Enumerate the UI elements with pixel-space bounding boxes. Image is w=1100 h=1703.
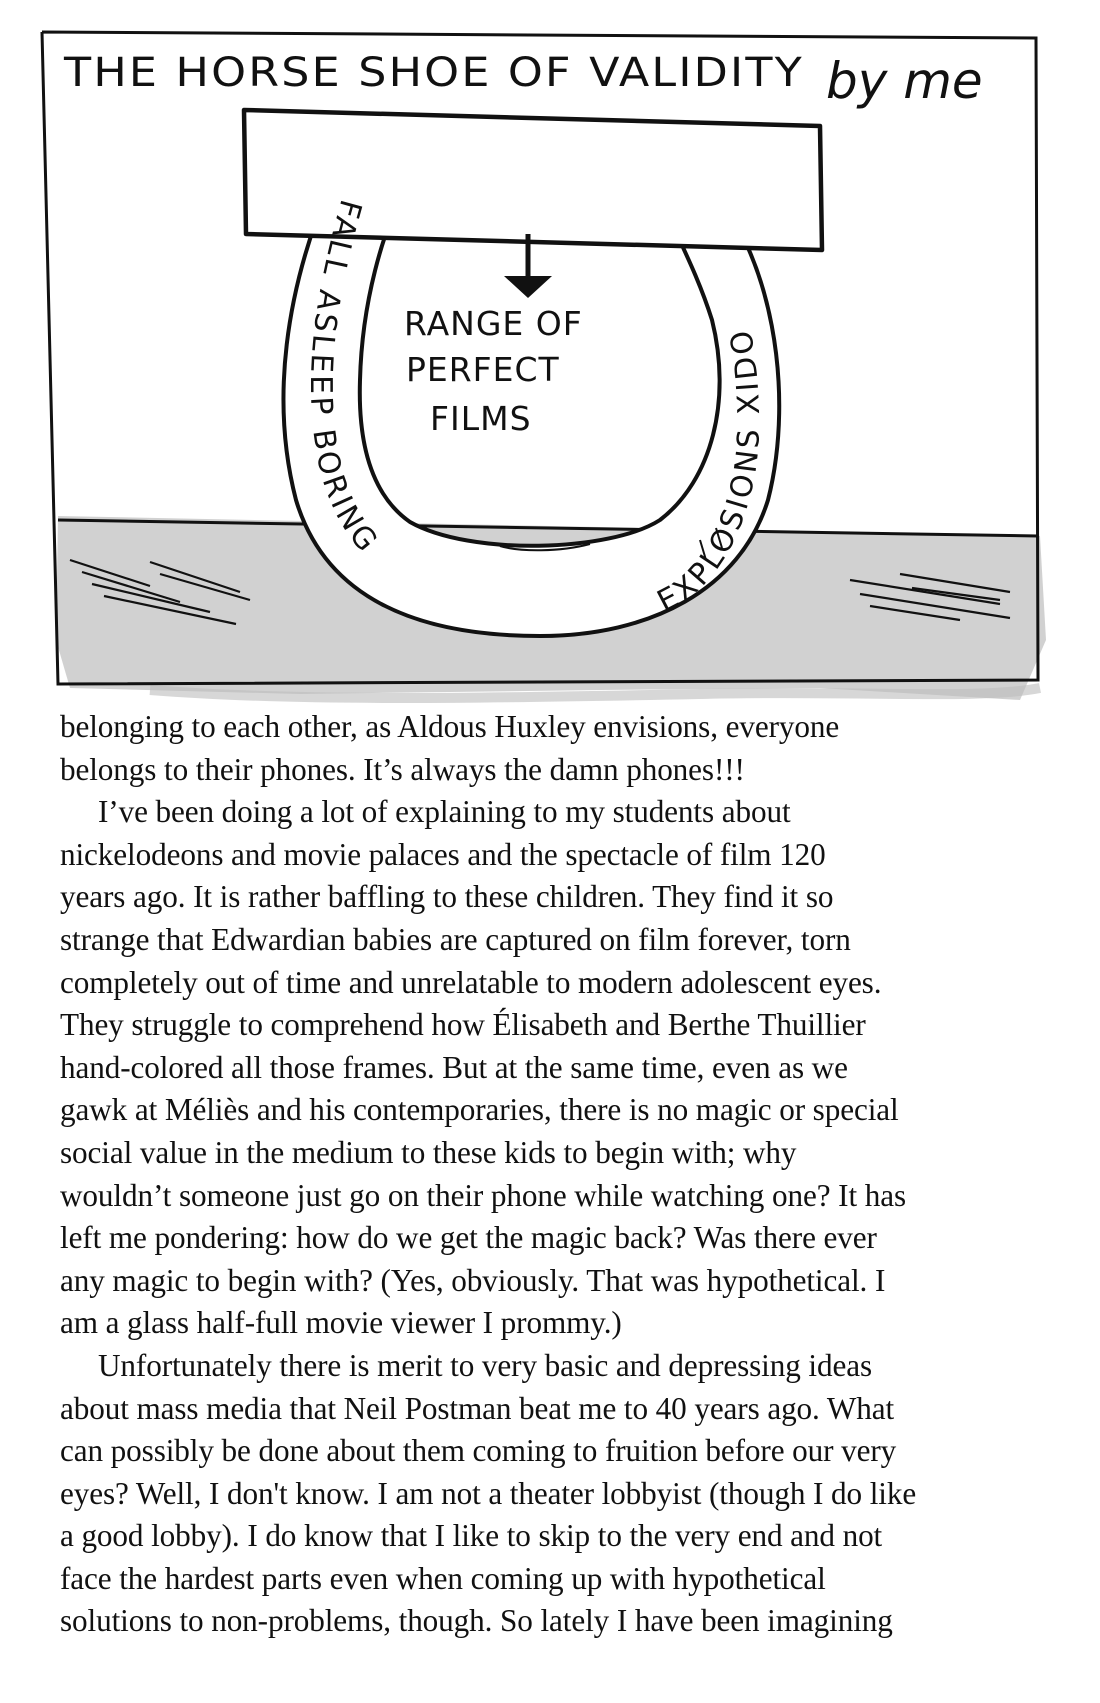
text-line: solutions to non-problems, though. So lately I have been imagining (60, 1603, 893, 1639)
paragraph-3 (60, 1345, 1070, 1643)
text-line: belongs to their phones. It’s always the damn phones!!! (60, 751, 745, 787)
text-line: years ago. It is rather baffling to these children. They find it so (60, 879, 834, 915)
text-line: Unfortunately there is merit to very basic and depressing ideas (98, 1347, 873, 1383)
text-line: a good lobby). I do know that I like to skip to the very end and not (60, 1518, 883, 1554)
center-label-line-1: RANGE OF (404, 304, 583, 343)
text-line: They struggle to comprehend how Élisabeth and Berthe Thuillier (60, 1007, 866, 1043)
text-line: eyes? Well, I don't know. I am not a theater lobbyist (though I do like (60, 1475, 917, 1511)
text-line: can possibly be done about them coming to fruition before our very (60, 1433, 897, 1469)
article-body (60, 706, 1070, 1643)
text-line: nickelodeons and movie palaces and the spectacle of film 120 (60, 836, 826, 872)
paragraph-1 (60, 706, 1070, 791)
comic-title: THE HORSE SHOE OF VALIDITY (62, 50, 804, 96)
text-line: completely out of time and unrelatable to modern adolescent eyes. (60, 964, 882, 1000)
text-line: face the hardest parts even when coming up with hypothetical (60, 1560, 826, 1596)
text-line: wouldn’t someone just go on their phone while watching one? It has (60, 1177, 906, 1213)
text-line: social value in the medium to these kids to begin with; why (60, 1134, 797, 1170)
text-line: I’ve been doing a lot of explaining to my students about (98, 794, 791, 830)
comic-illustration (0, 0, 1100, 710)
text-line: left me pondering: how do we get the magic back? Was there ever (60, 1220, 877, 1256)
text-line: gawk at Méliès and his contemporaries, there is no magic or special (60, 1092, 899, 1128)
center-label-line-2: PERFECT (406, 350, 560, 389)
center-label-line-3: FILMS (430, 399, 532, 438)
arrow-head-icon (504, 276, 552, 298)
text-line: am a glass half-full movie viewer I prommy.) (60, 1305, 622, 1341)
text-line: strange that Edwardian babies are captured on film forever, torn (60, 921, 851, 957)
comic-drawing (0, 0, 1100, 710)
text-line: belonging to each other, as Aldous Huxley envisions, everyone (60, 709, 840, 744)
text-line: hand-colored all those frames. But at the same time, even as we (60, 1049, 848, 1085)
left-arm-label-text: FALL ASLEEP BORING (302, 195, 386, 561)
text-line: any magic to begin with? (Yes, obviously. That was hypothetical. I (60, 1262, 886, 1298)
paragraph-2 (60, 791, 1070, 1345)
comic-byline: by me (826, 52, 983, 110)
text-line: about mass media that Neil Postman beat me to 40 years ago. What (60, 1390, 895, 1426)
right-arm-label-text: EXPLOSIONS XIDO (651, 325, 768, 620)
